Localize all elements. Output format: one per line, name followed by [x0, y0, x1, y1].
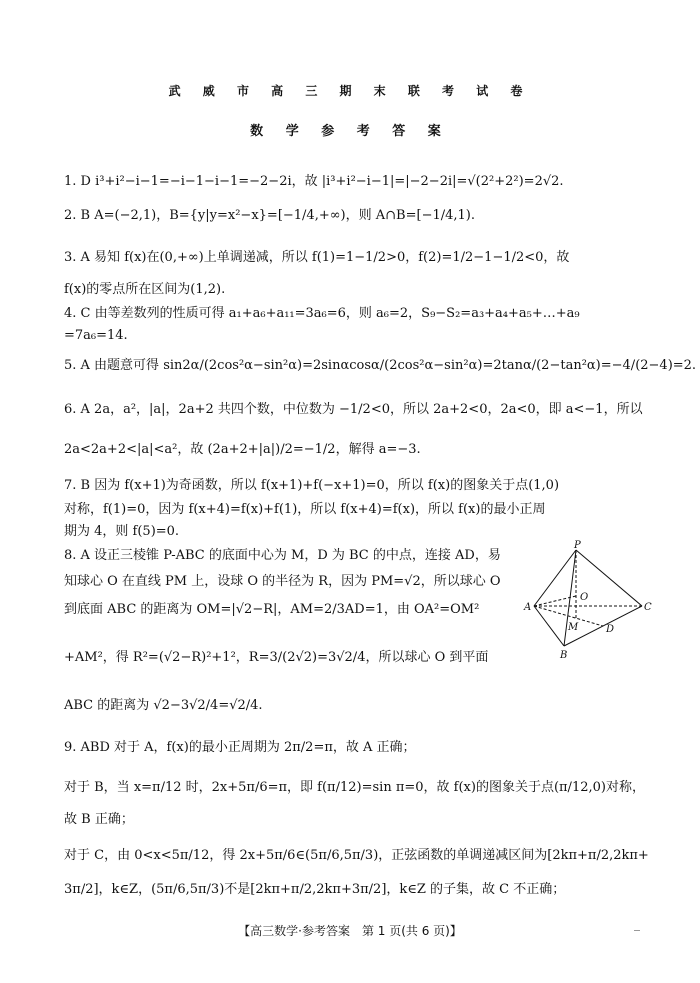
label-m: M	[568, 622, 579, 633]
answer-line: 4. C 由等差数列的性质可得 a₁+a₆+a₁₁=3a₆=6，则 a₆=2，S₉−S₂=a₃+a₄+a₅+…+a₉	[64, 306, 580, 321]
label-c: C	[644, 602, 652, 613]
answer-line: 8. A 设正三棱锥 P-ABC 的底面中心为 M，D 为 BC 的中点，连接 AD，易	[64, 548, 501, 563]
answer-line: 7. B 因为 f(x+1)为奇函数，所以 f(x+1)+f(−x+1)=0，所以 f(x)的图象关于点(1,0)	[64, 478, 560, 493]
page-footer: 【高三数学·参考答案 第 1 页(共 6 页)】	[238, 924, 462, 938]
label-a: A	[524, 602, 532, 613]
answer-line: 3π/2]，k∈Z，(5π/6,5π/3)不是[2kπ+π/2,2kπ+3π/2]，k∈Z 的子集，故 C 不正确；	[64, 882, 566, 897]
corner-mark	[634, 930, 640, 931]
label-o: O	[580, 592, 589, 603]
label-b: B	[560, 650, 568, 661]
answer-line: 到底面 ABC 的距离为 OM=|√2−R|，AM=2/3AD=1，由 OA²=OM²	[64, 602, 480, 617]
answer-line: ABC 的距离为 √2−3√2/4=√2/4.	[64, 698, 263, 713]
answer-line: 期为 4，则 f(5)=0.	[64, 524, 180, 539]
document-subtitle: 数 学 参 考 答 案	[250, 124, 450, 139]
answer-line: 故 B 正确；	[64, 812, 134, 827]
answer-line: 对于 C，由 0<x<5π/12，得 2x+5π/6∈(5π/6,5π/3)，正弦函数的单调递减区间为[2kπ+π/2,2kπ+	[64, 848, 649, 863]
answer-line: 知球心 O 在直线 PM 上，设球 O 的半径为 R，因为 PM=√2，所以球心 O	[64, 574, 501, 589]
tetrahedron-figure	[522, 540, 650, 660]
answer-line: 1. D i³+i²−i−1=−i−1−i−1=−2−2i，故 |i³+i²−i−1|=|−2−2i|=√(2²+2²)=2√2.	[64, 174, 564, 189]
answer-line: 对于 B，当 x=π/12 时，2x+5π/6=π，即 f(π/12)=sin π=0，故 f(x)的图象关于点(π/12,0)对称，	[64, 780, 645, 795]
label-p: P	[574, 540, 581, 551]
answer-line: 5. A 由题意可得 sin2α/(2cos²α−sin²α)=2sinαcosα/(2cos²α−sin²α)=2tanα/(2−tan²α)=−4/(2−4)=2.	[64, 358, 697, 373]
answer-line: 6. A 2a，a²，|a|，2a+2 共四个数，中位数为 −1/2<0，所以 2a+2<0，2a<0，即 a<−1，所以	[64, 402, 643, 417]
answer-line: 2. B A=(−2,1)，B={y|y=x²−x}=[−1/4,+∞)，则 A∩B=[−1/4,1).	[64, 208, 475, 223]
document-title: 武 威 市 高 三 期 末 联 考 试 卷	[168, 84, 532, 98]
answer-line: 2a<2a+2<|a|<a²，故 (2a+2+|a|)/2=−1/2，解得 a=−3.	[64, 442, 421, 457]
label-d: D	[606, 624, 615, 635]
answer-line: =7a₆=14.	[64, 328, 128, 343]
answer-line: f(x)的零点所在区间为(1,2).	[64, 282, 226, 297]
answer-line: 对称，f(1)=0，因为 f(x+4)=f(x)+f(1)，所以 f(x+4)=f(x)，所以 f(x)的最小正周	[64, 502, 546, 517]
answer-line: 9. ABD 对于 A，f(x)的最小正周期为 2π/2=π，故 A 正确；	[64, 740, 416, 755]
answer-line: 3. A 易知 f(x)在(0,+∞)上单调递减，所以 f(1)=1−1/2>0，f(2)=1/2−1−1/2<0，故	[64, 250, 570, 265]
answer-line: +AM²，得 R²=(√2−R)²+1²，R=3/(2√2)=3√2/4，所以球心 O 到平面	[64, 650, 489, 665]
